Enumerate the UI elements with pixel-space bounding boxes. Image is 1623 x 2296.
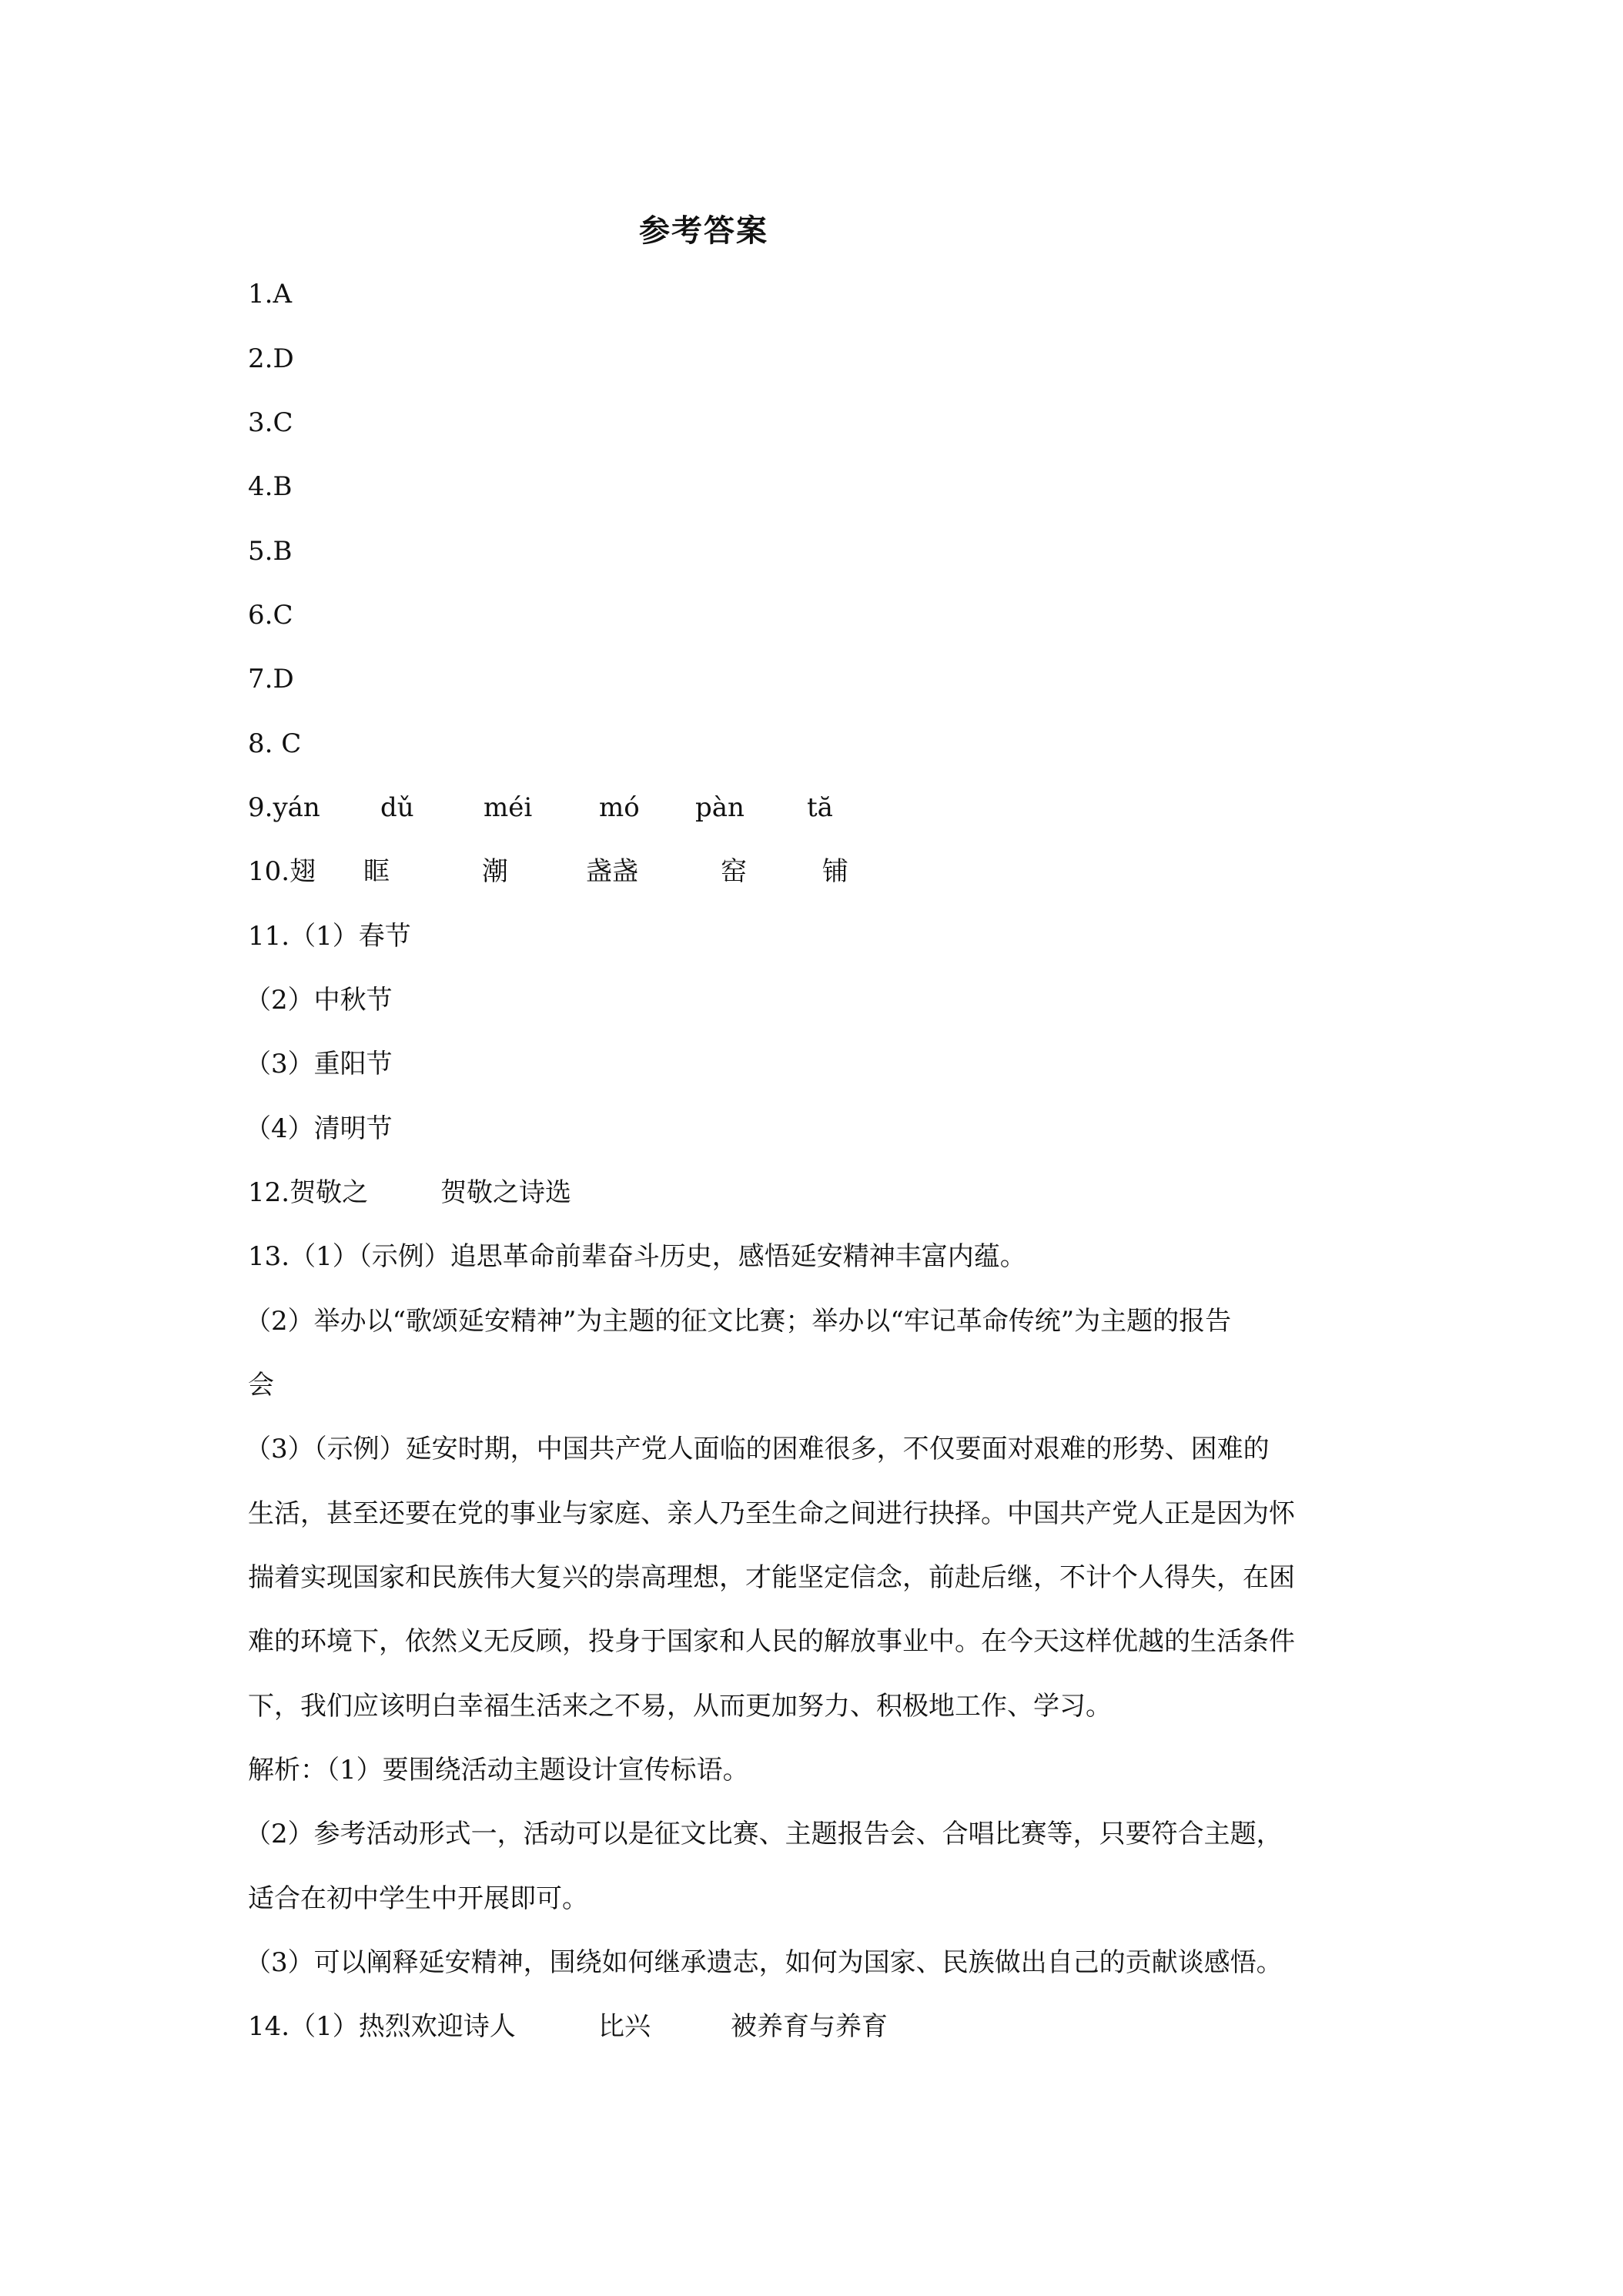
pinyin-1: 9.yán [248,792,320,823]
analysis-3: （3）可以阐释延安精神，围绕如何继承遗志，如何为国家、民族做出自己的贡献谈感悟。 [245,1947,1283,1978]
pinyin-5: pàn [695,792,745,823]
pinyin-6: tă [807,792,833,823]
char-2: 眶 [363,856,390,887]
answer-13-3-line-2: 生活，甚至还要在党的事业与家庭、亲人乃至生命之间进行抉择。中国共产党人正是因为怀 [248,1498,1295,1529]
answer-12-row [248,1174,571,1211]
char-4: 盏盏 [586,856,638,887]
answer-4: 4.B [248,471,293,502]
answer-13-2-line-1: （2）举办以“歌颂延安精神”为主题的征文比赛；举办以“牢记革命传统”为主题的报告 [245,1306,1232,1337]
answer-14-part-3: 被养育与养育 [731,2011,888,2042]
answer-1: 1.A [248,279,292,310]
analysis-2-line-1: （2）参考活动形式一，活动可以是征文比赛、主题报告会、合唱比赛等，只要符合主题， [245,1819,1283,1849]
char-3: 潮 [482,856,508,887]
pinyin-2: dǔ [380,792,414,823]
answer-10-chars-row [248,853,848,890]
answer-7: 7.D [248,664,294,694]
pinyin-3: méi [484,792,533,823]
answer-11-1: 11.（1）春节 [248,921,411,952]
char-1: 10.翅 [248,856,316,887]
answer-13-3-line-5: 下，我们应该明白幸福生活来之不易，从而更加努力、积极地工作、学习。 [248,1691,1112,1722]
answer-11-2: （2）中秋节 [245,985,393,1016]
answer-2: 2.D [248,343,294,374]
analysis-1: 解析：（1）要围绕活动主题设计宣传标语。 [248,1755,749,1786]
page-title: 参考答案 [639,213,768,249]
answer-13-3-line-3: 揣着实现国家和民族伟大复兴的崇高理想，才能坚定信念，前赴后继，不计个人得失，在困 [248,1562,1295,1593]
analysis-2-line-2: 适合在初中学生中开展即可。 [248,1883,588,1914]
answer-3: 3.C [248,407,293,438]
answer-9-pinyin-row [248,789,833,826]
answer-14-part-2: 比兴 [598,2011,651,2042]
answer-5: 5.B [248,536,293,567]
pinyin-4: mó [599,792,640,823]
char-5: 窑 [721,856,747,887]
answer-13-2-line-2: 会 [248,1370,274,1401]
answer-12-author: 12.贺敬之 [248,1177,369,1208]
answer-14-part-1: 14.（1）热烈欢迎诗人 [248,2011,516,2042]
answer-13-3-line-1: （3）（示例）延安时期，中国共产党人面临的困难很多，不仅要面对艰难的形势、困难的 [245,1434,1270,1464]
answer-6: 6.C [248,600,293,631]
answer-8: 8. C [248,728,302,759]
answer-13-3-line-4: 难的环境下，依然义无反顾，投身于国家和人民的解放事业中。在今天这样优越的生活条件 [248,1626,1295,1657]
answer-11-3: （3）重阳节 [245,1049,393,1079]
answer-11-4: （4）清明节 [245,1113,393,1144]
answer-13-1: 13.（1）（示例）追思革命前辈奋斗历史，感悟延安精神丰富内蕴。 [248,1241,1026,1272]
answer-12-work: 贺敬之诗选 [440,1177,571,1208]
answer-14-row [248,2008,888,2045]
char-6: 铺 [822,856,848,887]
